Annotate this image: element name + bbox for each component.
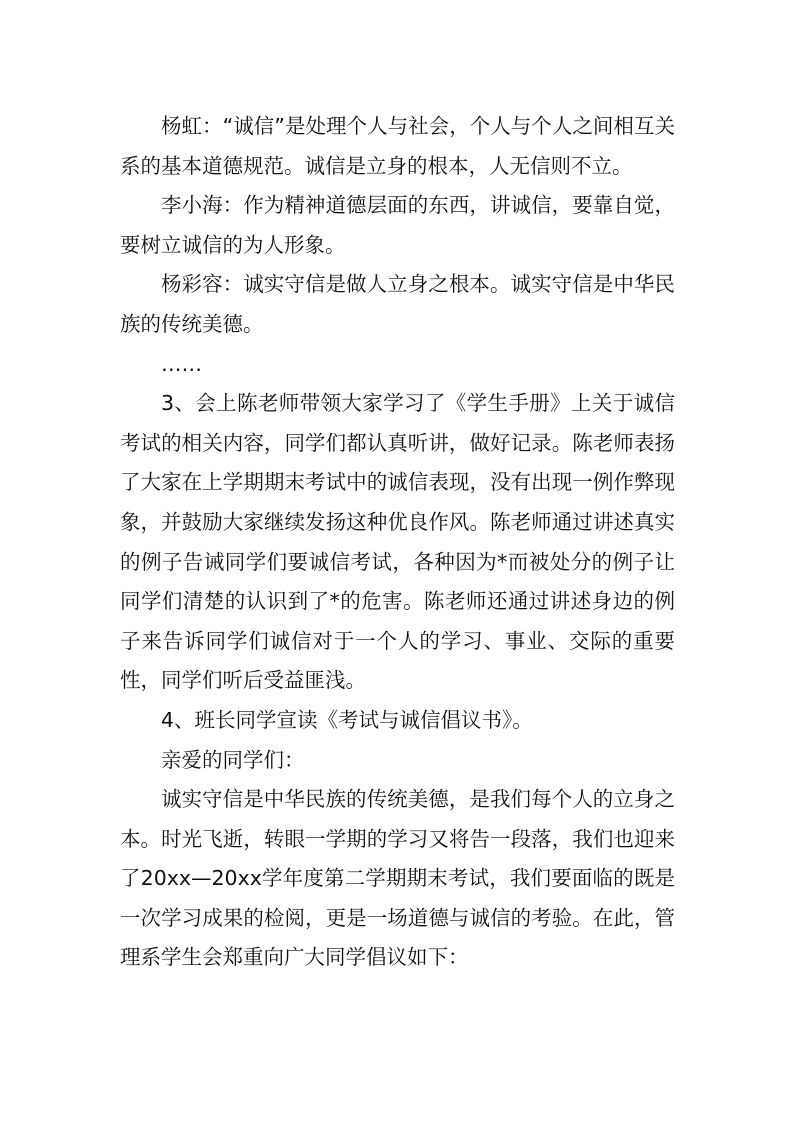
paragraph-yang-hong: 杨虹：“诚信”是处理个人与社会，个人与个人之间相互关系的基本道德规范。诚信是立身的根本，人无信则不立。 <box>120 114 675 178</box>
paragraph-item-3: 3、会上陈老师带领大家学习了《学生手册》上关于诚信考试的相关内容，同学们都认真听讲，做好记录。陈老师表扬了大家在上学期期末考试中的诚信表现，没有出现一例作弊现象，并鼓励大家继续发扬这种优良作风。陈老师通过讲述真实的例子告诫同学们要诚信考试，各种因为*而被处分的例子让同学们清楚的认识到了*的危害。陈老师还通过讲述身边的例子来告诉同学们诚信对于一个人的学习、事业、交际的重要性，同学们听后受益匪浅。 <box>120 391 675 693</box>
paragraph-salutation: 亲爱的同学们： <box>161 747 305 772</box>
document-body <box>120 107 675 978</box>
paragraph-ellipsis: …… <box>161 351 202 376</box>
paragraph-yang-cairong: 杨彩容：诚实守信是做人立身之根本。诚实守信是中华民族的传统美德。 <box>120 272 675 336</box>
paragraph-proposal-body: 诚实守信是中华民族的传统美德，是我们每个人的立身之本。时光飞逝，转眼一学期的学习又将告一段落，我们也迎来了20xx—20xx学年度第二学期期末考试，我们要面临的既是一次学习成果的检阅，更是一场道德与诚信的考验。在此，管理系学生会郑重向广大同学倡议如下： <box>120 787 675 970</box>
paragraph-item-4: 4、班长同学宣读《考试与诚信倡议书》。 <box>161 707 533 732</box>
paragraph-li-xiaohai: 李小海：作为精神道德层面的东西，讲诚信，要靠自觉，要树立诚信的为人形象。 <box>120 193 675 257</box>
